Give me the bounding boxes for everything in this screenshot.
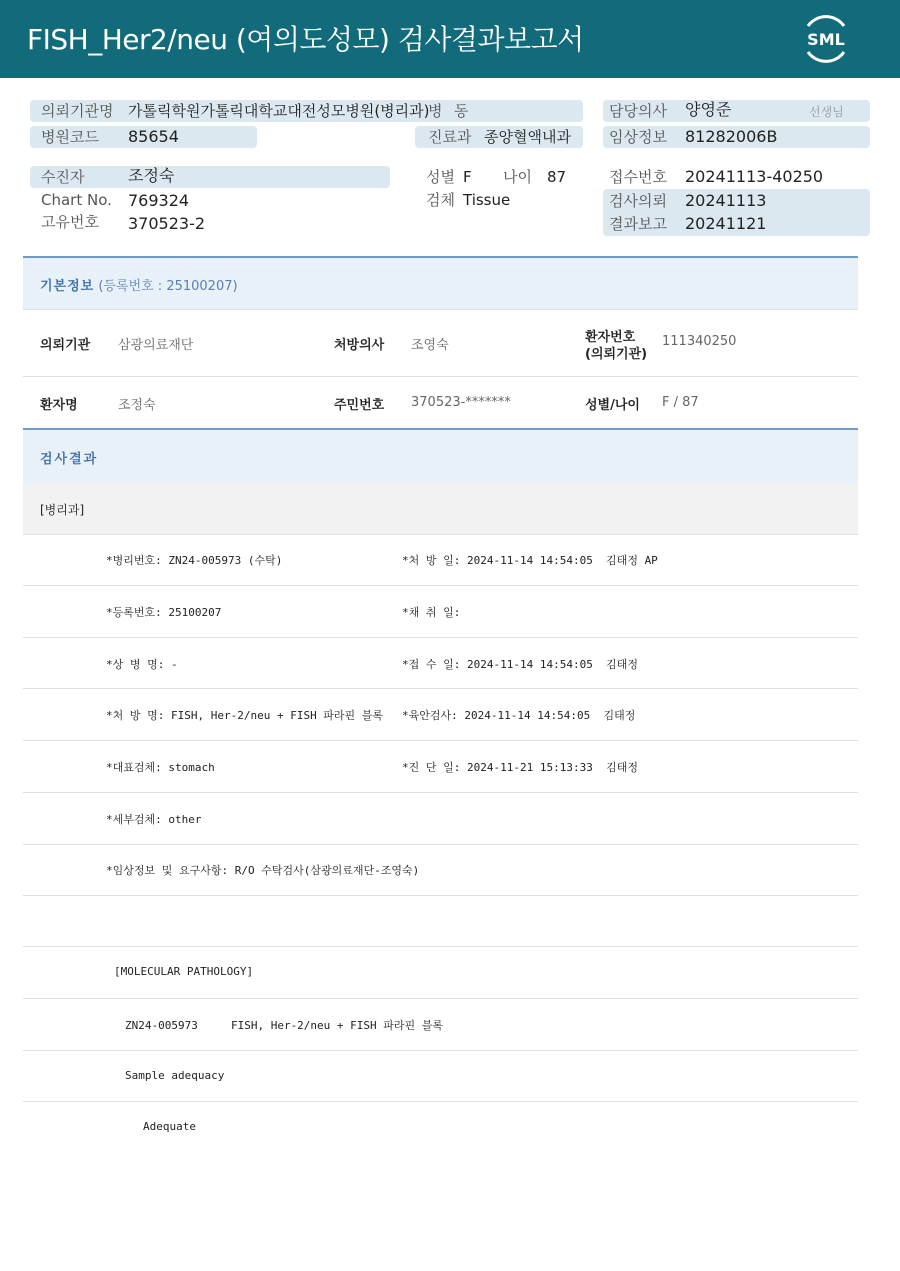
specimen-value: Tissue [463, 191, 511, 209]
report-label: 결과보고 [609, 215, 667, 233]
presc-doc-value: 조영숙 [411, 338, 449, 353]
patient-no-label-1: 환자번호 [585, 330, 636, 345]
divider [23, 998, 858, 999]
dept-tag: [병리과] [40, 503, 85, 517]
divider [23, 376, 858, 377]
divider [23, 1101, 858, 1102]
rrn-value: 370523-******* [411, 395, 511, 410]
divider [23, 637, 858, 638]
divider [23, 534, 858, 535]
dept-value: 종양혈액내과 [484, 128, 571, 146]
basic-info-header [23, 256, 858, 309]
specimen-label: 검체 [426, 191, 455, 209]
patient-name-value: 조정숙 [118, 398, 156, 413]
unique-label: 고유번호 [41, 213, 99, 231]
molecular-line: ZN24-005973 FISH, Her-2/neu + FISH 파라핀 블록 [125, 1019, 444, 1032]
report-header [0, 0, 900, 78]
sex-age-value: F / 87 [662, 395, 699, 410]
clinical-value: 81282006B [685, 127, 778, 146]
adequacy-label: Sample adequacy [125, 1069, 225, 1082]
basic-info-title: 기본정보 [40, 279, 95, 294]
request-value: 20241113 [685, 191, 767, 210]
presc-doc-label: 처방의사 [334, 338, 385, 353]
receipt-label: 접수번호 [609, 168, 667, 186]
svg-text:SML: SML [807, 30, 845, 49]
divider [23, 946, 858, 947]
dept-label: 진료과 [428, 128, 472, 146]
hospital-code-value: 85654 [128, 127, 179, 146]
patient-label: 수진자 [41, 168, 85, 186]
result-line: *등록번호: 25100207 [106, 606, 222, 619]
ward-value: 동 [454, 102, 469, 120]
result-line: *처 방 일: 2024-11-14 14:54:05 김태정 AP [402, 554, 658, 567]
results-title: 검사결과 [40, 452, 99, 467]
rrn-label: 주민번호 [334, 398, 385, 413]
dept-row [23, 483, 858, 534]
req-inst-label: 의뢰기관 [40, 338, 91, 353]
age-label: 나이 [503, 168, 532, 186]
registration-number: (등록번호 : 25100207) [98, 279, 238, 294]
age-value: 87 [547, 168, 567, 186]
result-line: *병리번호: ZN24-005973 (수탁) [106, 554, 283, 567]
doctor-label: 담당의사 [609, 102, 667, 120]
patient-value: 조정숙 [128, 166, 175, 185]
hospital-code-label: 병원코드 [41, 128, 99, 146]
chart-label: Chart No. [41, 191, 112, 209]
result-line: *채 취 일: [402, 606, 461, 619]
patient-no-value: 111340250 [662, 334, 737, 349]
ward-label: 병 [428, 102, 443, 120]
divider [23, 1050, 858, 1051]
divider [23, 740, 858, 741]
receipt-value: 20241113-40250 [685, 167, 824, 186]
divider [23, 688, 858, 689]
divider [23, 309, 858, 310]
patient-no-label-2: (의뢰기관) [585, 347, 648, 362]
divider [23, 585, 858, 586]
divider [23, 792, 858, 793]
divider [23, 844, 858, 845]
sex-value: F [463, 168, 472, 186]
sml-logo [796, 12, 856, 66]
result-line: *육안검사: 2024-11-14 14:54:05 김태정 [402, 709, 636, 722]
molecular-header: [MOLECULAR PATHOLOGY] [114, 965, 254, 978]
result-line: *접 수 일: 2024-11-14 14:54:05 김태정 [402, 658, 638, 671]
request-label: 검사의뢰 [609, 192, 667, 210]
result-line: *대표검체: stomach [106, 761, 215, 774]
result-line: *상 병 명: - [106, 658, 178, 671]
divider [23, 895, 858, 896]
sex-age-label: 성별/나이 [585, 398, 640, 413]
sex-label: 성별 [426, 168, 455, 186]
req-inst-value: 삼광의료재단 [118, 338, 194, 353]
institution-label: 의뢰기관명 [41, 102, 114, 120]
institution-value: 가톨릭학원가톨릭대학교대전성모병원(병리과) [128, 102, 430, 120]
clinical-label: 임상정보 [609, 128, 667, 146]
result-line: *진 단 일: 2024-11-21 15:13:33 김태정 [402, 761, 638, 774]
result-line: *처 방 명: FISH, Her-2/neu + FISH 파라핀 블록 [106, 709, 384, 722]
adequacy-value: Adequate [143, 1120, 196, 1133]
result-line: *세부검체: other [106, 813, 202, 826]
patient-name-label: 환자명 [40, 398, 78, 413]
report-value: 20241121 [685, 214, 767, 233]
results-header [23, 428, 858, 483]
doctor-suffix: 선생님 [809, 105, 844, 119]
chart-value: 769324 [128, 191, 190, 210]
doctor-value: 양영준 [685, 100, 732, 119]
unique-value: 370523-2 [128, 214, 206, 233]
report-title: FISH_Her2/neu (여의도성모) 검사결과보고서 [27, 23, 584, 56]
result-line: *임상정보 및 요구사항: R/O 수탁검사(삼광의료재단-조영숙) [106, 864, 420, 877]
